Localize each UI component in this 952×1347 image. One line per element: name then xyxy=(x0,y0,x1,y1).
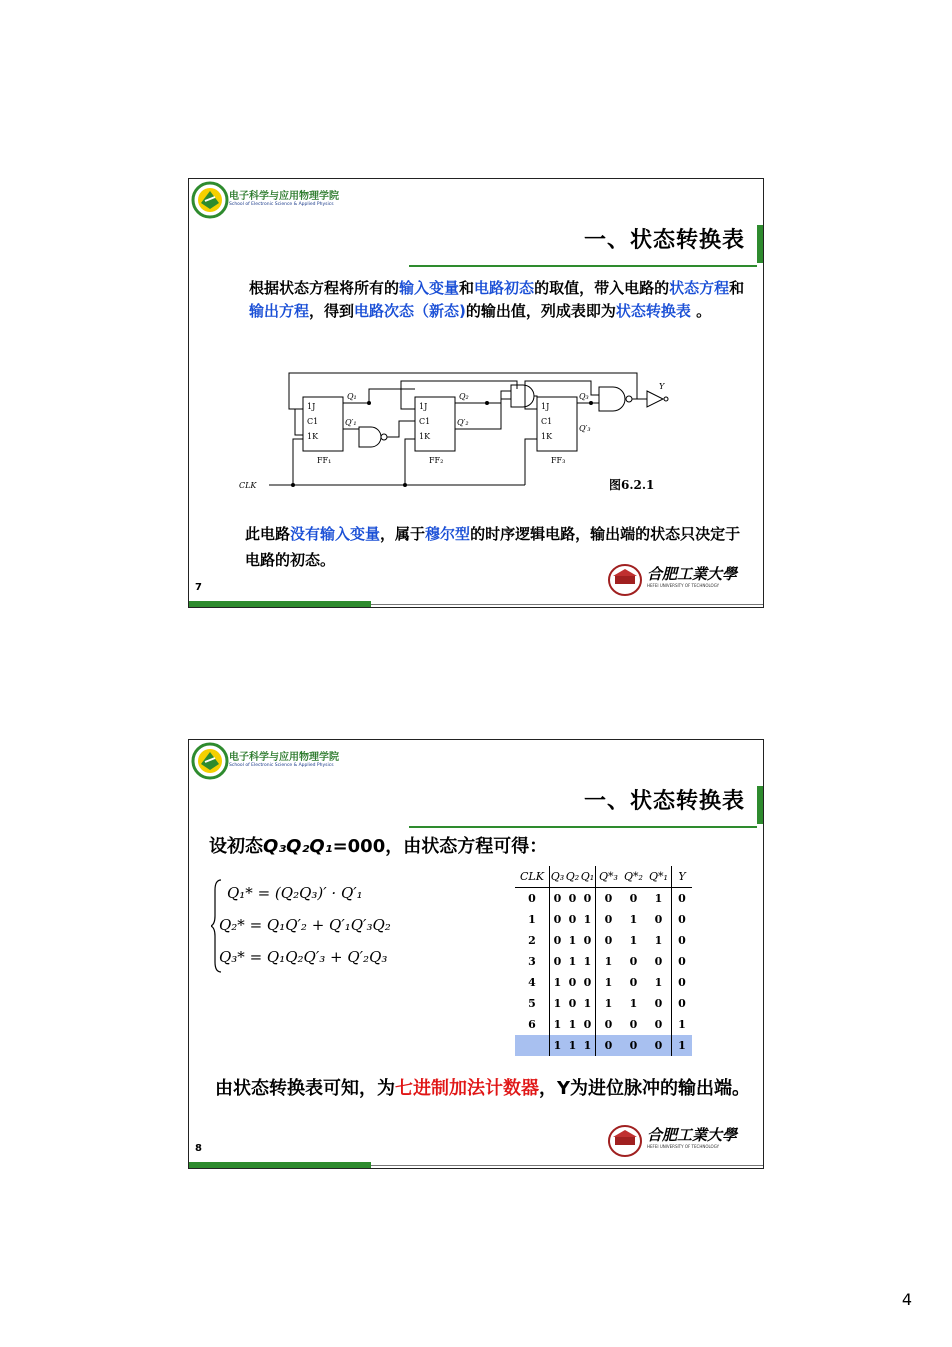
q2n-label: Q′₂ xyxy=(457,418,469,427)
table-cell: 0 xyxy=(568,892,577,905)
table-cell: 6 xyxy=(528,1018,536,1031)
title-underline xyxy=(409,265,757,267)
slide-title: 一、状态转换表 xyxy=(583,228,745,253)
text-run: 的时序逻辑电路，输出端的状态只决定于电路的初态。 xyxy=(245,525,741,569)
text-run: 状态转换表 xyxy=(615,302,691,320)
paragraph-intro xyxy=(215,277,745,323)
table-cell: 0 xyxy=(672,993,693,1014)
text-run: 穆尔型 xyxy=(425,525,471,543)
table-cell: 0 xyxy=(672,972,693,993)
text-run: 的取值，带入电路的 xyxy=(534,279,670,297)
table-cell: 0 xyxy=(583,1018,592,1031)
text-run: 电路次态（新态) xyxy=(354,302,466,320)
equation-q3: Q₃* = Q₁Q₂Q′₃ + Q′₂Q₃ xyxy=(219,948,388,966)
table-cell: 2 xyxy=(528,934,536,947)
figure-caption: 图6.2.1 xyxy=(609,478,655,492)
text-run: 输入变量 xyxy=(399,279,460,297)
slide-number: 7 xyxy=(195,582,202,593)
table-row xyxy=(515,888,692,910)
table-cell: 0 xyxy=(596,1035,622,1056)
slide-title: 一、状态转换表 xyxy=(583,789,745,814)
table-cell: 1 xyxy=(568,1018,577,1031)
circuit-diagram xyxy=(239,369,669,495)
university-name-cn: 合肥工業大學 xyxy=(647,1126,738,1144)
initial-state-text xyxy=(209,832,547,858)
text-run: 电路初态 xyxy=(474,279,535,297)
school-logo-icon xyxy=(191,742,229,780)
table-cell: 0 xyxy=(629,955,638,968)
table-cell: 1 xyxy=(568,934,577,947)
footer-line xyxy=(371,1165,763,1166)
header-q2-next: Q*₂ xyxy=(621,866,646,888)
table-cell: 1 xyxy=(672,1014,693,1035)
table-header-row xyxy=(515,866,692,888)
table-row xyxy=(515,993,692,1014)
table-cell: 0 xyxy=(550,951,566,972)
table-cell: 4 xyxy=(528,976,536,989)
table-cell: 1 xyxy=(550,972,566,993)
university-name-en: HEFEI UNIVERSITY OF TECHNOLOGY xyxy=(647,1144,720,1149)
equation-q2: Q₂* = Q₁Q′₂ + Q′₁Q′₃Q₂ xyxy=(219,916,391,934)
table-cell: 0 xyxy=(654,1018,663,1031)
table-row xyxy=(515,1035,692,1056)
table-cell: 0 xyxy=(568,997,577,1010)
table-cell: 0 xyxy=(583,892,592,905)
footer-accent-bar xyxy=(189,601,371,607)
table-cell: 0 xyxy=(550,930,566,951)
rich-text xyxy=(215,277,745,323)
slide-8 xyxy=(188,739,764,1169)
text-run: ，Y为进位脉冲的输出端。 xyxy=(539,1078,751,1099)
text-run: ，得到 xyxy=(309,302,355,320)
table-cell: 1 xyxy=(672,1035,693,1056)
table-row xyxy=(515,930,692,951)
title-accent-bar xyxy=(757,786,763,824)
ff2-k-label: 1K xyxy=(419,432,431,441)
text-run: 输出方程 xyxy=(249,302,310,320)
university-seal-icon xyxy=(607,563,643,597)
intro-vars: Q₃Q₂Q₁ xyxy=(263,836,333,857)
table-cell: 1 xyxy=(583,913,592,926)
table-cell: 3 xyxy=(528,955,536,968)
document-page-number: 4 xyxy=(901,1290,912,1309)
table-cell: 1 xyxy=(596,993,622,1014)
ff3-j-label: 1J xyxy=(541,402,550,411)
intro-post: =000，由状态方程可得： xyxy=(332,836,548,857)
table-cell: 1 xyxy=(654,892,663,905)
conclusion-text xyxy=(215,1074,755,1103)
intro-pre: 设初态 xyxy=(209,836,263,857)
ff2-c-label: C1 xyxy=(419,417,431,426)
school-name xyxy=(229,191,339,208)
q1n-label: Q′₁ xyxy=(345,418,357,427)
table-cell: 0 xyxy=(568,913,577,926)
table-cell: 0 xyxy=(646,1035,672,1056)
ff1-c-label: C1 xyxy=(307,417,319,426)
school-logo-icon xyxy=(191,181,229,219)
table-cell: 0 xyxy=(672,951,693,972)
table-cell: 0 xyxy=(629,892,638,905)
table-cell: 1 xyxy=(596,951,622,972)
table-cell: 1 xyxy=(568,955,577,968)
school-name-en: School of Electronic Science & Applied Physics xyxy=(229,763,334,768)
table-row xyxy=(515,951,692,972)
state-transition-table xyxy=(515,866,692,1056)
ff3-label: FF₃ xyxy=(551,456,566,465)
table-cell: 0 xyxy=(672,930,693,951)
university-name-en: HEFEI UNIVERSITY OF TECHNOLOGY xyxy=(647,583,720,588)
school-name-cn: 电子科学与应用物理学院 xyxy=(229,191,339,202)
school-name-cn: 电子科学与应用物理学院 xyxy=(229,752,339,763)
table-cell: 0 xyxy=(568,976,577,989)
text-run: 此电路 xyxy=(245,525,291,543)
table-cell: 0 xyxy=(672,909,693,930)
table-cell: 1 xyxy=(654,976,663,989)
text-run: 。 xyxy=(690,302,712,320)
table-row xyxy=(515,909,692,930)
header-clk: CLK xyxy=(515,866,550,888)
table-cell: 0 xyxy=(583,976,592,989)
table-cell: 0 xyxy=(550,888,566,910)
title-underline xyxy=(409,826,757,828)
ff1-label: FF₁ xyxy=(317,456,332,465)
text-run: 没有输入变量 xyxy=(290,525,381,543)
table-cell: 1 xyxy=(550,1035,566,1056)
table-cell: 0 xyxy=(596,1014,622,1035)
header-q1: Q₁ xyxy=(580,866,596,888)
text-run: 状态方程 xyxy=(669,279,730,297)
table-cell: 0 xyxy=(583,934,592,947)
table-cell: 0 xyxy=(596,888,622,910)
text-run: ，属于 xyxy=(380,525,426,543)
state-equations xyxy=(211,876,451,976)
header-q1-next: Q*₁ xyxy=(646,866,672,888)
table-cell: 0 xyxy=(629,976,638,989)
school-name xyxy=(229,752,339,769)
table-cell: 5 xyxy=(528,997,536,1010)
text-run: 和 xyxy=(729,279,745,297)
table-cell: 0 xyxy=(629,1018,638,1031)
table-cell: 0 xyxy=(528,892,536,905)
header-q3: Q₃ xyxy=(550,866,566,888)
table-cell: 0 xyxy=(550,909,566,930)
y-label: Y xyxy=(659,382,665,391)
ff1-k-label: 1K xyxy=(307,432,319,441)
table-row xyxy=(515,1014,692,1035)
table-cell: 0 xyxy=(654,955,663,968)
text-run: 的输出值，列成表即为 xyxy=(465,302,616,320)
table-cell: 1 xyxy=(596,972,622,993)
equation-q1: Q₁* = (Q₂Q₃)′ · Q′₁ xyxy=(227,884,363,902)
table-cell: 1 xyxy=(654,934,663,947)
table-cell: 1 xyxy=(583,955,592,968)
table-cell: 0 xyxy=(596,909,622,930)
ff1-j-label: 1J xyxy=(307,402,316,411)
school-name-en: School of Electronic Science & Applied Physics xyxy=(229,202,334,207)
university-seal-icon xyxy=(607,1124,643,1158)
table-cell: 1 xyxy=(629,997,638,1010)
table-cell: 0 xyxy=(654,913,663,926)
university-logo xyxy=(607,563,757,597)
table-cell: 1 xyxy=(528,913,536,926)
text-run: 根据状态方程将所有的 xyxy=(249,279,400,297)
ff2-label: FF₂ xyxy=(429,456,444,465)
state-table-container xyxy=(515,866,725,1062)
clk-label: CLK xyxy=(239,481,257,490)
header-q3-next: Q*₃ xyxy=(596,866,622,888)
header-y: Y xyxy=(672,866,693,888)
q3n-label: Q′₃ xyxy=(579,424,591,433)
table-cell xyxy=(515,1035,550,1056)
table-cell: 0 xyxy=(672,888,693,910)
q3-label: Q₃ xyxy=(579,392,589,401)
q2-label: Q₂ xyxy=(459,392,469,401)
slide-7 xyxy=(188,178,764,608)
rich-text xyxy=(215,1074,755,1103)
table-cell: 1 xyxy=(580,1035,596,1056)
title-accent-bar xyxy=(757,225,763,263)
table-cell: 1 xyxy=(550,993,566,1014)
table-cell: 1 xyxy=(629,913,638,926)
ff3-c-label: C1 xyxy=(541,417,553,426)
text-run: 由状态转换表可知，为 xyxy=(215,1078,395,1099)
table-cell: 1 xyxy=(629,934,638,947)
ff2-j-label: 1J xyxy=(419,402,428,411)
table-row xyxy=(515,972,692,993)
text-run: 七进制加法计数器 xyxy=(395,1078,539,1099)
table-cell: 1 xyxy=(550,1014,566,1035)
university-name-cn: 合肥工業大學 xyxy=(647,565,738,583)
footer-line xyxy=(371,604,763,605)
table-cell: 0 xyxy=(654,997,663,1010)
slide-number: 8 xyxy=(195,1143,202,1154)
table-cell: 0 xyxy=(596,930,622,951)
ff3-k-label: 1K xyxy=(541,432,553,441)
table-cell: 1 xyxy=(565,1035,580,1056)
header-q2: Q₂ xyxy=(565,866,580,888)
footer-accent-bar xyxy=(189,1162,371,1168)
text-run: 和 xyxy=(459,279,475,297)
table-cell: 0 xyxy=(621,1035,646,1056)
university-logo xyxy=(607,1124,757,1158)
q1-label: Q₁ xyxy=(347,392,357,401)
table-cell: 1 xyxy=(583,997,592,1010)
